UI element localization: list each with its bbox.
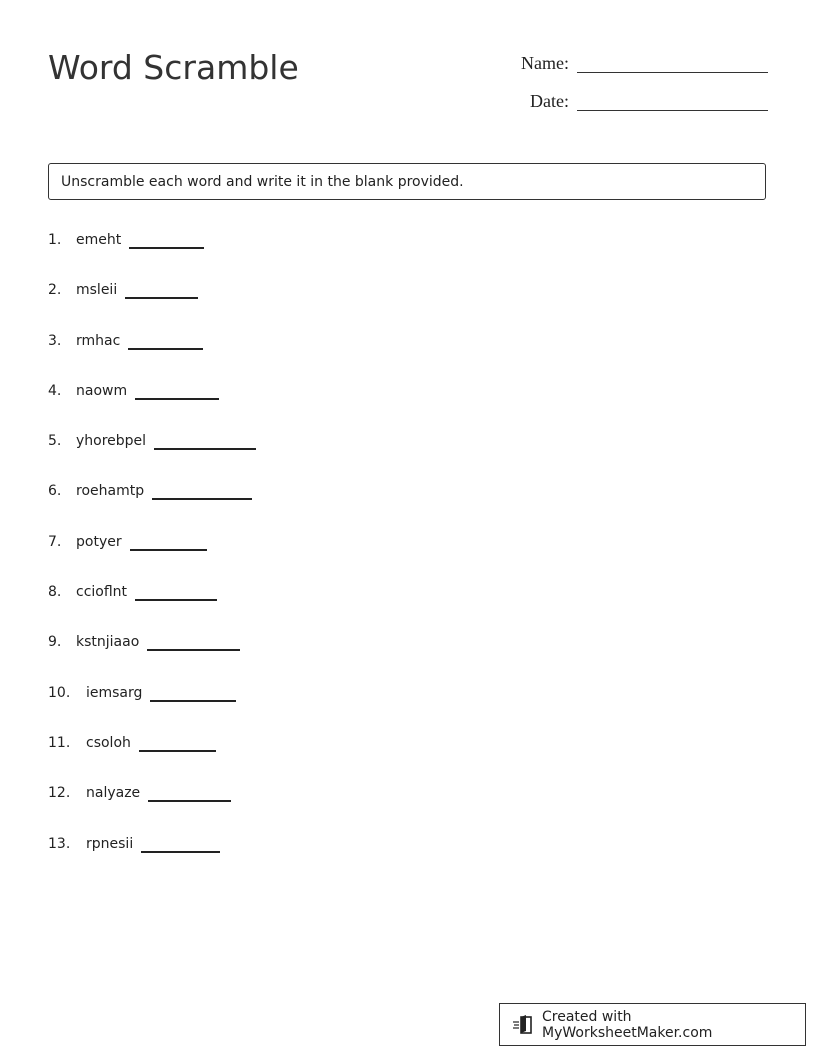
scrambled-word: rmhac [76, 332, 121, 349]
answer-blank[interactable] [130, 549, 207, 551]
book-page-flip-icon [512, 1014, 534, 1036]
scrambled-word: msleii [76, 282, 118, 299]
answer-blank[interactable] [150, 700, 236, 702]
scrambled-word: iemsarg [86, 684, 143, 701]
word-item [48, 833, 256, 883]
instructions-box [48, 163, 766, 200]
word-item [48, 782, 256, 832]
scrambled-word: csoloh [86, 734, 131, 751]
answer-blank[interactable] [141, 851, 220, 853]
word-number: 11. [48, 734, 71, 751]
scrambled-word: roehamtp [76, 483, 145, 500]
scrambled-word: potyer [76, 533, 122, 550]
instructions-text: Unscramble each word and write it in the blank provided. [61, 173, 464, 190]
word-number: 4. [48, 382, 62, 399]
word-number: 8. [48, 584, 62, 601]
page-title: Word Scramble [48, 48, 299, 87]
name-blank-line[interactable] [577, 72, 768, 73]
answer-blank[interactable] [139, 750, 216, 752]
date-label: Date: [530, 91, 569, 111]
answer-blank[interactable] [135, 398, 219, 400]
word-item [48, 279, 256, 329]
scrambled-word: emeht [76, 232, 122, 248]
answer-blank[interactable] [129, 247, 204, 249]
word-item [48, 631, 256, 681]
answer-blank[interactable] [128, 348, 203, 350]
word-item [48, 581, 256, 631]
word-number: 5. [48, 433, 62, 450]
scrambled-word: ccioflnt [76, 584, 128, 601]
name-label: Name: [521, 53, 569, 73]
scrambled-word: kstnjiaao [76, 634, 140, 651]
word-item [48, 480, 256, 530]
word-item [48, 732, 256, 782]
answer-blank[interactable] [147, 649, 240, 651]
scrambled-word: yhorebpel [76, 433, 147, 450]
word-item [48, 380, 256, 430]
scrambled-word: naowm [76, 382, 128, 399]
answer-blank[interactable] [125, 297, 198, 299]
word-item [48, 430, 256, 480]
scrambled-word: rpnesii [86, 835, 134, 852]
word-list [48, 229, 256, 883]
name-field [521, 52, 768, 74]
word-item [48, 682, 256, 732]
word-number: 7. [48, 533, 62, 550]
word-number: 9. [48, 634, 62, 651]
date-blank-line[interactable] [577, 110, 768, 111]
word-number: 10. [48, 684, 71, 701]
date-field [530, 90, 768, 112]
answer-blank[interactable] [152, 498, 252, 500]
word-item [48, 229, 256, 279]
word-number: 3. [48, 332, 62, 349]
word-item [48, 330, 256, 380]
scrambled-word: nalyaze [86, 785, 141, 802]
word-number: 12. [48, 785, 71, 802]
footer-credit-text: Created with MyWorksheetMaker.com [542, 1008, 713, 1041]
answer-blank[interactable] [154, 448, 256, 450]
footer-credit-badge[interactable] [499, 1003, 806, 1046]
word-number: 2. [48, 282, 62, 299]
answer-blank[interactable] [148, 800, 231, 802]
word-number: 6. [48, 483, 62, 500]
word-number: 13. [48, 835, 71, 852]
word-item [48, 531, 256, 581]
word-number: 1. [48, 232, 62, 248]
answer-blank[interactable] [135, 599, 217, 601]
